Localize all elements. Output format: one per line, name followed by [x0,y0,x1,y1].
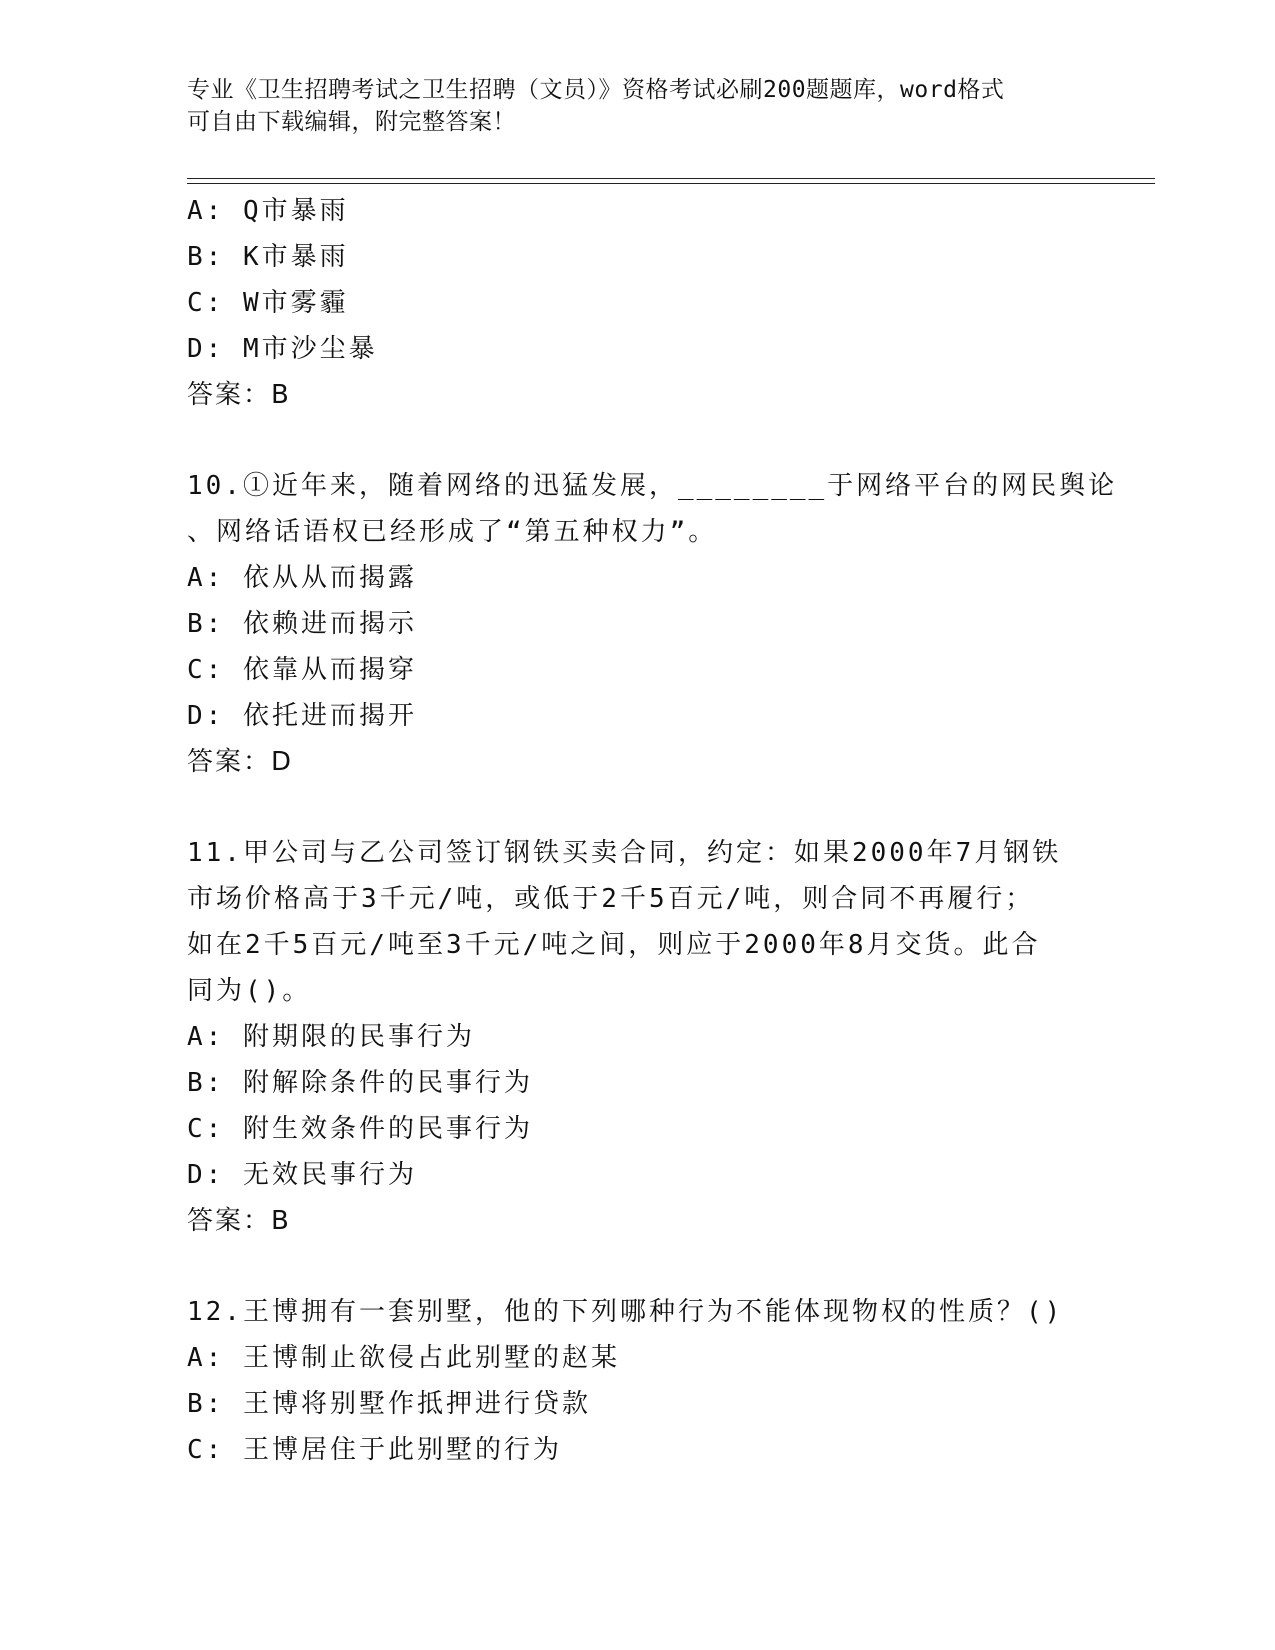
question-text-line: 10.①近年来，随着网络的迅猛发展，________于网络平台的网民舆论 [187,471,1118,501]
option-a: A: 王博制止欲侵占此别墅的赵某 [187,1343,620,1373]
option-a: A: Q市暴雨 [187,196,349,226]
option-c: C: 王博居住于此别墅的行为 [187,1435,562,1465]
question-content [187,188,1118,1473]
option-b: B: 附解除条件的民事行为 [187,1068,533,1098]
header-line-1: 专业《卫生招聘考试之卫生招聘（文员）》资格考试必刷200题题库，word格式 [187,77,1005,103]
header-line-2: 可自由下载编辑，附完整答案！ [187,109,516,135]
option-d: D: M市沙尘暴 [187,334,378,364]
option-c: C: 附生效条件的民事行为 [187,1114,533,1144]
document-header [187,74,1087,138]
option-d: D: 依托进而揭开 [187,701,417,731]
option-d: D: 无效民事行为 [187,1160,417,1190]
question-text-line: 11.甲公司与乙公司签订钢铁买卖合同，约定：如果2000年7月钢铁 [187,838,1062,868]
answer-line: 答案：B [187,1206,291,1236]
question-text-line: 12.王博拥有一套别墅，他的下列哪种行为不能体现物权的性质？() [187,1297,1064,1327]
question-11-block [187,830,1087,1244]
answer-line: 答案：B [187,380,291,410]
header-rule-top [187,178,1155,179]
question-text-line: 如在2千5百元/吨至3千元/吨之间，则应于2000年8月交货。此合 [187,930,1041,960]
option-b: B: K市暴雨 [187,242,349,272]
question-10-block [187,463,1118,785]
answer-line: 答案：D [187,747,294,777]
option-a: A: 附期限的民事行为 [187,1022,475,1052]
header-rule-bottom [187,183,1155,184]
question-text-line: 同为()。 [187,976,312,1006]
option-b: B: 依赖进而揭示 [187,609,417,639]
question-text-line: 市场价格高于3千元/吨，或低于2千5百元/吨，则合同不再履行； [187,884,1035,914]
question-12-block [187,1289,1087,1473]
option-a: A: 依从从而揭露 [187,563,417,593]
option-b: B: 王博将别墅作抵押进行贷款 [187,1389,591,1419]
question-text-line: 、网络话语权已经形成了“第五种权力”。 [187,517,718,547]
option-c: C: 依靠从而揭穿 [187,655,417,685]
option-c: C: W市雾霾 [187,288,349,318]
question-9-block [187,188,1087,418]
